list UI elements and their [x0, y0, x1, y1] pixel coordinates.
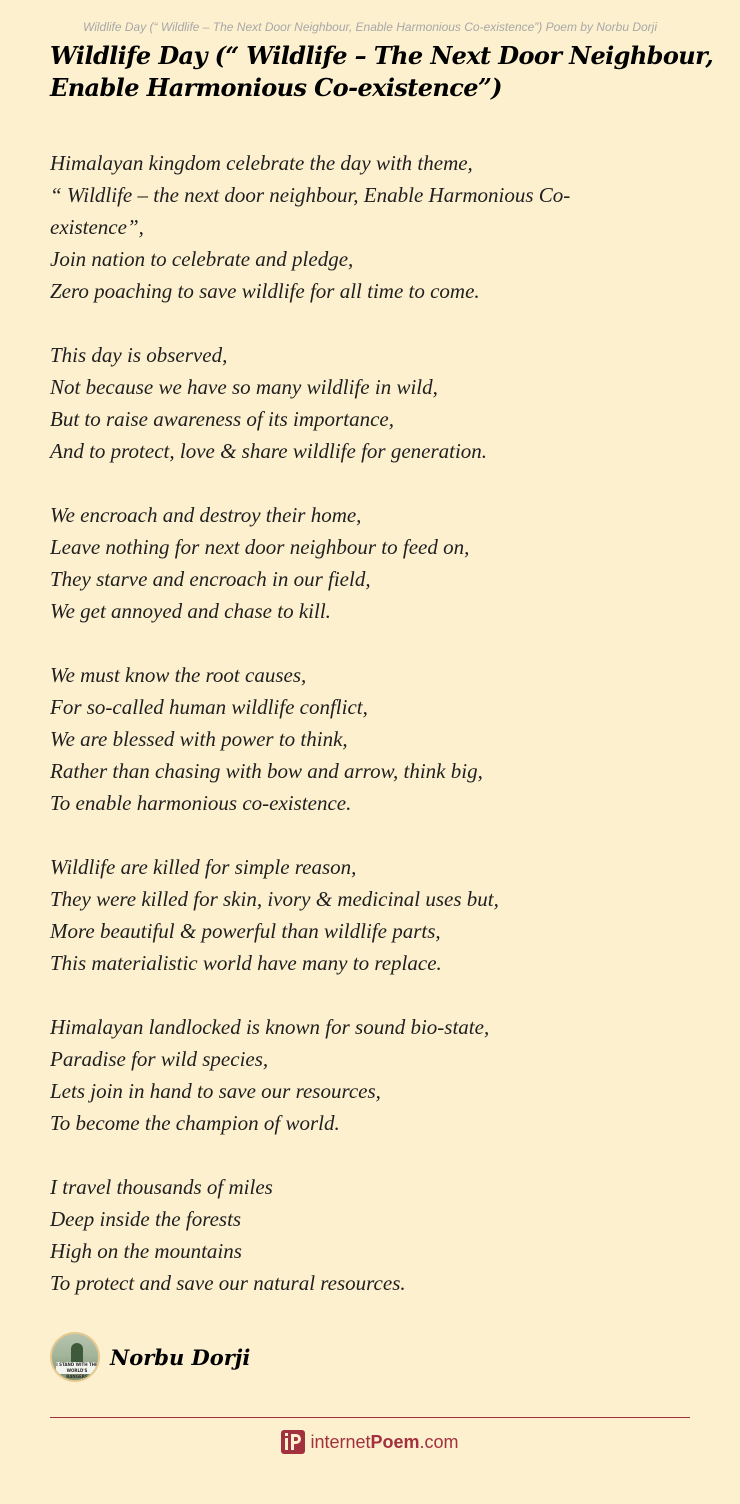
poem-stanza — [50, 851, 710, 979]
poem-line: To enable harmonious co-existence. — [50, 791, 352, 815]
poem-line: We must know the root causes, — [50, 663, 307, 687]
page-caption: Wildlife Day (“ Wildlife – The Next Door Neighbour, Enable Harmonious Co-existence”) Poem by Norbu Dorji — [82, 20, 657, 34]
poem-stanza — [50, 1171, 710, 1299]
poem-line: We get annoyed and chase to kill. — [50, 599, 331, 623]
poem-line: Wildlife are killed for simple reason, — [50, 855, 357, 879]
poem-line: We encroach and destroy their home, — [50, 503, 362, 527]
poem-line: We are blessed with power to think, — [50, 727, 348, 751]
poem-line: For so-called human wildlife conflict, — [50, 695, 368, 719]
poem-line: Himalayan kingdom celebrate the day with theme, — [50, 151, 473, 175]
poem-line: “ Wildlife – the next door neighbour, Enable Harmonious Co- — [50, 183, 571, 207]
brand-suffix: .com — [419, 1431, 459, 1452]
poem-line: They starve and encroach in our field, — [50, 567, 371, 591]
footer-divider — [50, 1417, 690, 1418]
brand-prefix: internet — [310, 1431, 371, 1452]
avatar-banner: I STAND WITH THE WORLD'S RANGERS — [56, 1362, 98, 1379]
poem-line: This materialistic world have many to replace. — [50, 951, 442, 975]
poem-line: existence”, — [50, 215, 144, 239]
poem-line: Leave nothing for next door neighbour to feed on, — [50, 535, 470, 559]
poem-stanza — [50, 659, 710, 819]
author-avatar[interactable] — [50, 1332, 100, 1382]
poem-body — [50, 147, 710, 1331]
poem-line: But to raise awareness of its importance, — [50, 407, 394, 431]
poem-line: Not because we have so many wildlife in wild, — [50, 375, 438, 399]
poem-line: And to protect, love & share wildlife for generation. — [50, 439, 488, 463]
poem-line: This day is observed, — [50, 343, 228, 367]
ip-logo-icon — [281, 1430, 305, 1454]
poem-stanza — [50, 339, 710, 467]
poem-stanza — [50, 499, 710, 627]
poem-line: To protect and save our natural resources. — [50, 1271, 406, 1295]
poem-line: High on the mountains — [50, 1239, 242, 1263]
poem-line: Paradise for wild species, — [50, 1047, 269, 1071]
author-name-link[interactable]: Norbu Dorji — [110, 1344, 251, 1370]
poem-line: Deep inside the forests — [50, 1207, 242, 1231]
site-brand-text — [310, 1432, 458, 1453]
poem-title-line: Wildlife Day (“ Wildlife – The Next Door Neighbour, — [50, 41, 714, 70]
author-row — [50, 1331, 250, 1383]
poem-stanza — [50, 1011, 710, 1139]
poem-line: I travel thousands of miles — [50, 1175, 273, 1199]
poem-line: Zero poaching to save wildlife for all time to come. — [50, 279, 480, 303]
poem-line: Rather than chasing with bow and arrow, think big, — [50, 759, 483, 783]
poem-title — [50, 40, 714, 104]
poem-title-line: Enable Harmonious Co-existence”) — [50, 73, 502, 102]
poem-line: More beautiful & powerful than wildlife parts, — [50, 919, 441, 943]
poem-line: They were killed for skin, ivory & medicinal uses but, — [50, 887, 499, 911]
poem-line: To become the champion of world. — [50, 1111, 340, 1135]
poem-line: Himalayan landlocked is known for sound bio-state, — [50, 1015, 490, 1039]
poem-line: Join nation to celebrate and pledge, — [50, 247, 354, 271]
poem-stanza — [50, 147, 710, 307]
avatar-figure — [71, 1343, 83, 1363]
brand-bold: Poem — [370, 1431, 420, 1452]
poem-line: Lets join in hand to save our resources, — [50, 1079, 381, 1103]
site-brand-link[interactable] — [0, 1430, 740, 1454]
